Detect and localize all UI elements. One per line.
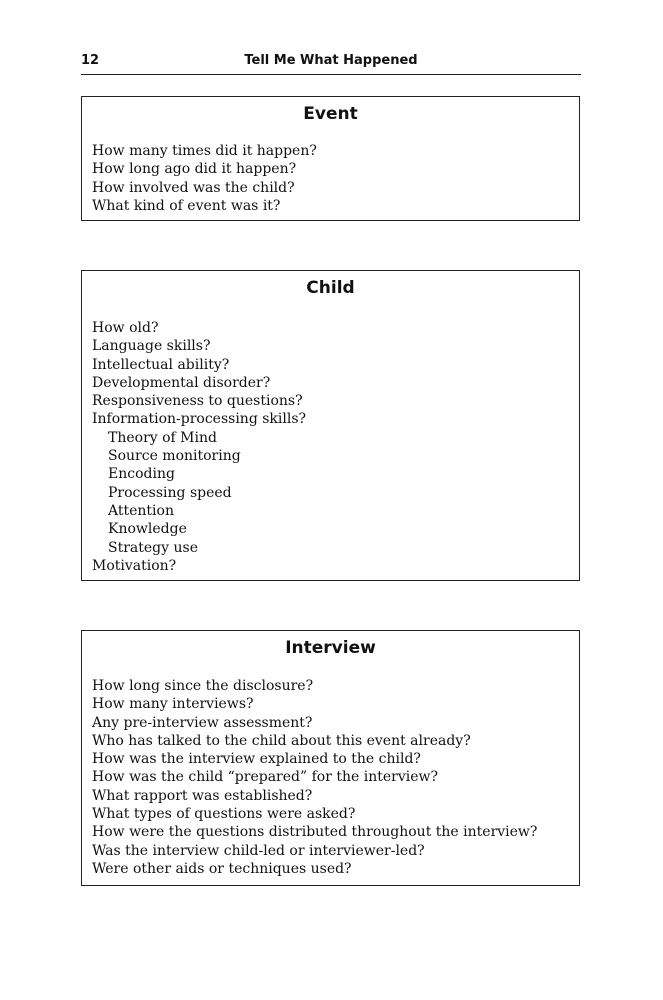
event-question: How long ago did it happen? <box>92 161 297 178</box>
interview-question: How was the child “prepared” for the interview? <box>92 769 438 786</box>
event-question: What kind of event was it? <box>92 197 281 214</box>
child-subitem: Encoding <box>108 466 175 483</box>
interview-box <box>81 630 580 886</box>
interview-question: How many interviews? <box>92 696 254 713</box>
interview-question: Who has talked to the child about this event already? <box>92 732 471 749</box>
event-box-body <box>82 131 579 215</box>
interview-question: How was the interview explained to the child? <box>92 751 421 768</box>
interview-question: How long since the disclosure? <box>92 678 314 694</box>
interview-question: How were the questions distributed throughout the interview? <box>92 824 538 841</box>
event-box <box>81 96 580 221</box>
page-number: 12 <box>81 53 100 68</box>
interview-question: Was the interview child-led or interviewer-led? <box>92 842 425 859</box>
child-box-body <box>82 305 579 575</box>
interview-question: What types of questions were asked? <box>92 806 356 823</box>
interview-question: What rapport was established? <box>92 787 313 804</box>
child-subitem: Attention <box>108 502 174 519</box>
running-header <box>81 52 581 75</box>
interview-box-body <box>82 665 579 878</box>
child-question: Responsiveness to questions? <box>92 393 303 410</box>
event-box-title: Event <box>303 104 358 124</box>
interview-question: Were other aids or techniques used? <box>92 860 352 877</box>
child-subitem: Source monitoring <box>108 448 241 465</box>
event-question: How involved was the child? <box>92 179 295 196</box>
child-question: Intellectual ability? <box>92 356 230 373</box>
child-subitem: Theory of Mind <box>108 429 217 446</box>
interview-box-title: Interview <box>285 638 376 658</box>
child-subitem: Processing speed <box>108 484 232 501</box>
running-title: Tell Me What Happened <box>244 53 418 68</box>
interview-question: Any pre-interview assessment? <box>92 714 313 731</box>
child-subitem: Knowledge <box>108 521 187 538</box>
child-box <box>81 270 580 581</box>
child-question: How old? <box>92 320 159 336</box>
child-question: Motivation? <box>92 557 177 574</box>
child-question: Information-processing skills? <box>92 411 307 428</box>
child-box-title: Child <box>306 278 355 298</box>
child-question: Language skills? <box>92 338 211 355</box>
event-question: How many times did it happen? <box>92 143 317 159</box>
child-question: Developmental disorder? <box>92 374 271 391</box>
child-subitem: Strategy use <box>108 539 198 556</box>
